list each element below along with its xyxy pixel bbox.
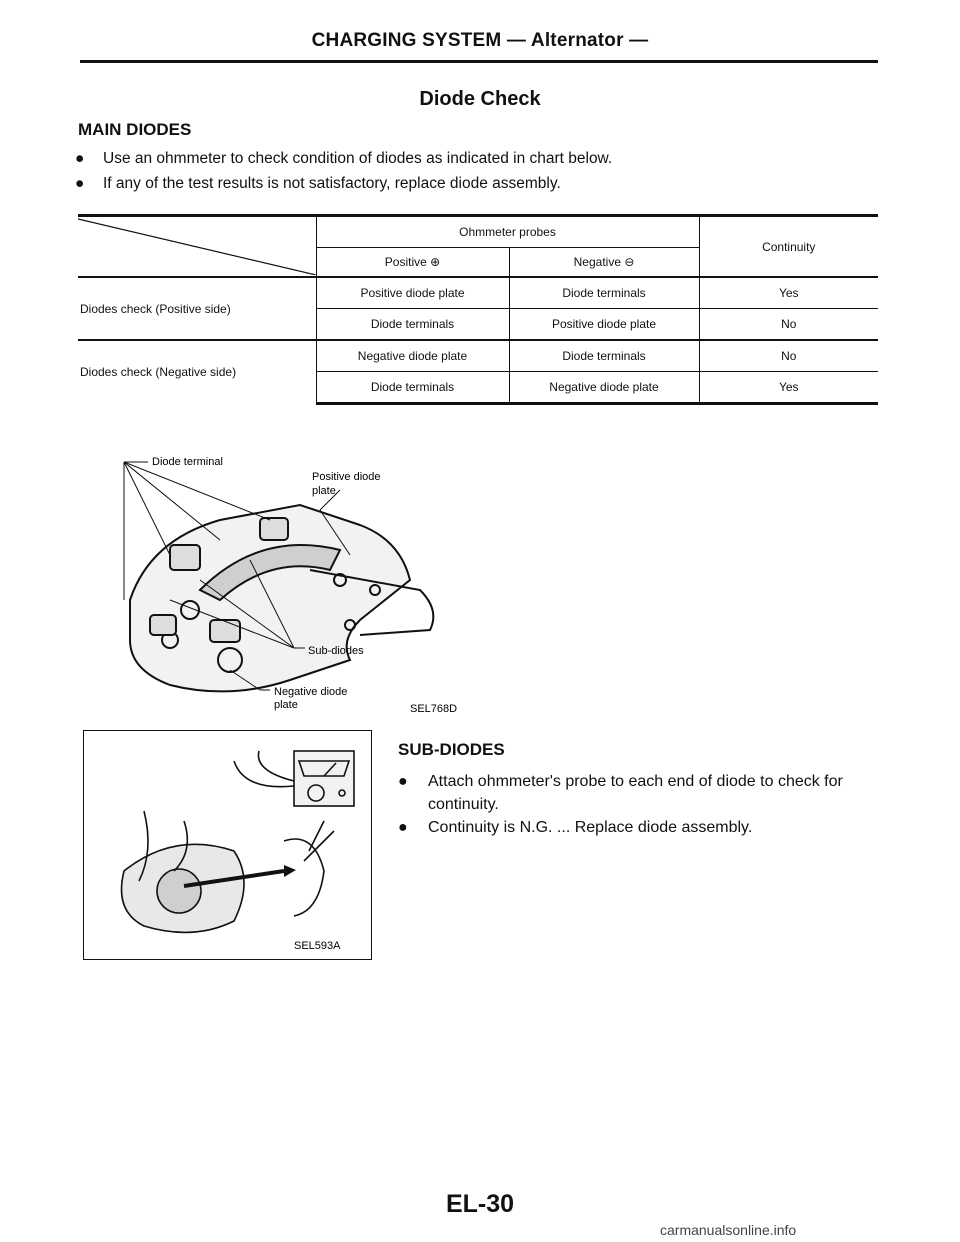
table-row: Diode terminals Positive diode plate No (78, 309, 878, 341)
table-corner-cell (78, 216, 316, 278)
label-sub-diodes: Sub-diodes (308, 645, 364, 657)
main-diodes-heading: MAIN DIODES (78, 120, 192, 139)
label-positive-plate: Positive diode (312, 471, 381, 483)
figure-code: SEL768D (410, 703, 458, 715)
watermark: carmanualsonline.info (660, 1222, 797, 1238)
bullet-icon: ● (398, 819, 408, 836)
list-item: ● If any of the test results is not satisfactory, replace diode assembly. (75, 175, 561, 192)
sub-diodes-heading: SUB-DIODES (398, 740, 505, 759)
bullet-icon: ● (398, 773, 408, 790)
table-row: Diode terminals Negative diode plate Yes (78, 372, 878, 404)
header-continuity: Continuity (699, 216, 878, 278)
table-row: Diodes check (Negative side) Negative diode plate Diode terminals No (78, 340, 878, 372)
page-header: CHARGING SYSTEM — Alternator — (311, 30, 649, 51)
main-diodes-bullets (75, 150, 875, 200)
list-item: ● Use an ohmmeter to check condition of diodes as indicated in chart below. (75, 150, 613, 167)
header-rule (80, 60, 878, 63)
diode-check-table (78, 214, 878, 405)
table-row: Diodes check (Positive side) Positive diode plate Diode terminals Yes (78, 277, 878, 309)
diode-assembly-figure (110, 450, 510, 720)
list-item: ● Continuity is N.G. ... Replace diode assembly. (398, 816, 898, 839)
header-positive: Positive ⊕ (316, 248, 509, 278)
label-diode-terminal: Diode terminal (152, 456, 223, 468)
list-item: ● Attach ohmmeter's probe to each end of diode to check for continuity. (398, 770, 898, 816)
sub-diodes-bullets (398, 770, 898, 839)
bullet-icon: ● (75, 150, 85, 167)
label-negative-plate: Negative diode (274, 686, 348, 698)
label-positive-plate-2: plate (312, 485, 336, 497)
page-title: Diode Check (419, 88, 541, 110)
figure-code: SEL593A (294, 940, 341, 952)
ohmmeter-test-figure (83, 730, 372, 960)
bullet-icon: ● (75, 175, 85, 192)
diagonal-line-icon (78, 217, 316, 275)
ohmmeter-illustration (84, 731, 371, 959)
header-probes: Ohmmeter probes (316, 216, 699, 248)
page-number: EL-30 (445, 1190, 515, 1218)
header-negative: Negative ⊖ (509, 248, 699, 278)
label-negative-plate-2: plate (274, 699, 298, 711)
